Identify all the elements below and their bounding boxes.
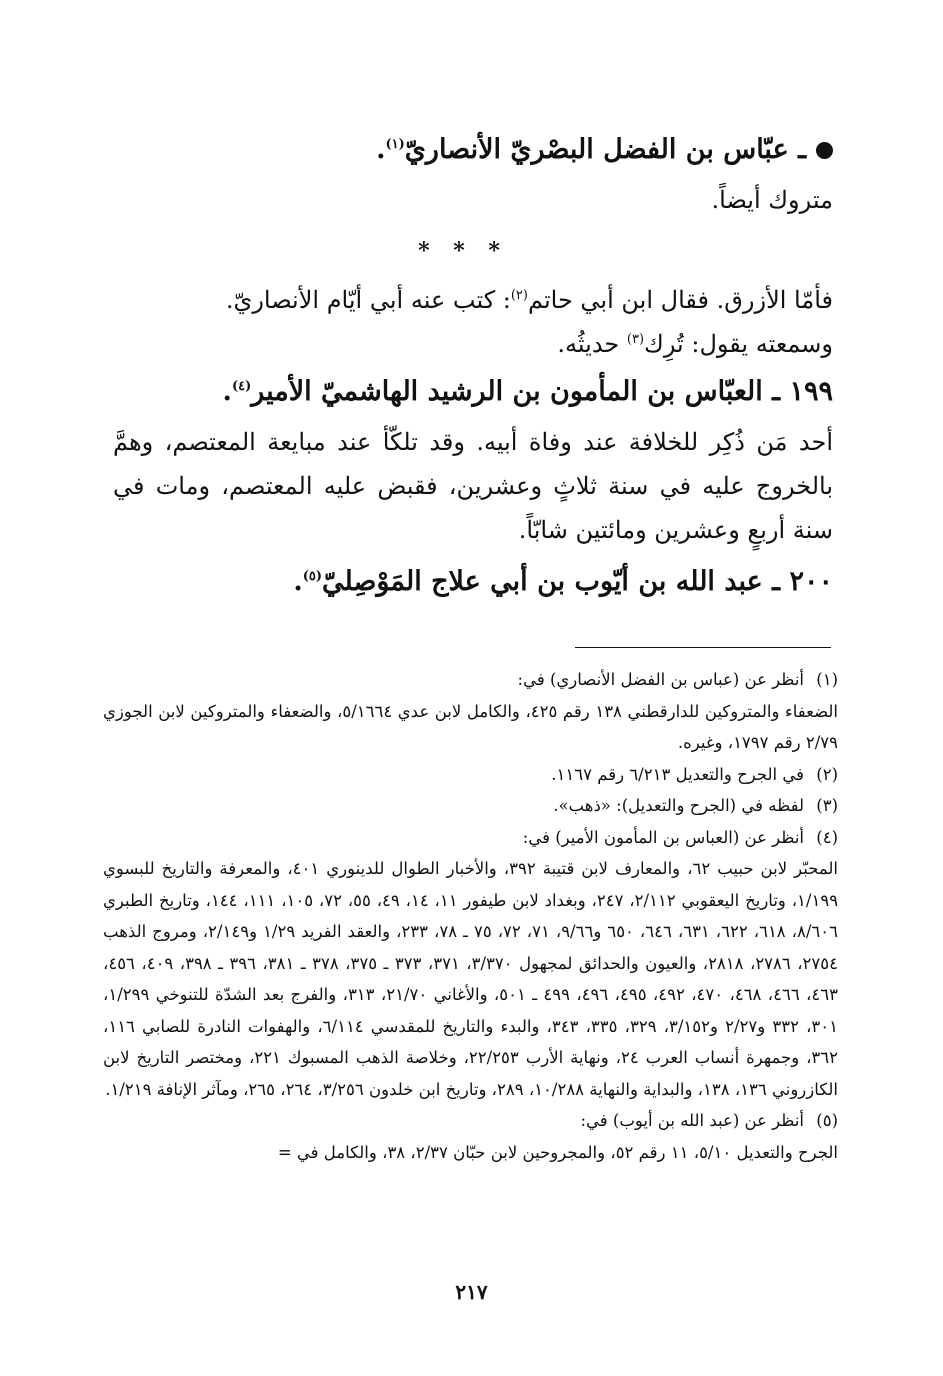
footnote-number: (٤) (816, 827, 838, 847)
footnote-divider (575, 647, 831, 648)
entry-199-text: أحد مَن ذُكِر للخلافة عند وفاة أبيه. وقد تلكّأ عند مبايعة المعتصم، وهمَّ بالخروج عليه في سنة ثلاثٍ وعشرين، فقبض عليه المعتصم، ومات في سنة أربعٍ وعشرين ومائتين شابّاً. (113, 428, 833, 544)
entry-200-title (113, 560, 833, 604)
main-text (113, 128, 833, 610)
footnote-marker[interactable]: (٣) (626, 332, 645, 347)
footnote-item (103, 664, 838, 696)
footnote-text (103, 664, 804, 696)
azraq-line2-b: حديثُه. (557, 330, 627, 358)
footnote-number: (٢) (816, 764, 838, 784)
entry-title-text: ـ عبّاس بن الفضل البصْريّ الأنصاريّ (404, 134, 806, 165)
title-end: . (222, 376, 232, 407)
footnote-head: في الجرح والتعديل ٦/٢١٣ رقم ١١٦٧. (551, 764, 804, 784)
footnote-text (103, 1105, 804, 1137)
entry-title-text: ٢٠٠ ـ عبد الله بن أيّوب بن أبي علاج المَوْصِليّ (322, 566, 833, 597)
title-end: . (293, 566, 303, 597)
entry-title-text: ١٩٩ ـ العبّاس بن المأمون بن الرشيد الهاشميّ الأمير (251, 376, 833, 407)
footnote-item (103, 1105, 838, 1137)
footnote-head: لفظه في (الجرح والتعديل): «ذهب». (553, 796, 804, 815)
footnote-text (103, 790, 804, 822)
page-number: ٢١٧ (455, 1280, 488, 1304)
entry-199-title (113, 370, 833, 414)
footnote-head: أنظر عن (عبد الله بن أيوب) في: (580, 1111, 804, 1130)
footnote-item (103, 822, 838, 854)
entry-abbas-fadl-title (113, 128, 833, 172)
footnote-text (103, 822, 804, 854)
footnote-text (103, 759, 804, 791)
section-separator: * * * (418, 238, 508, 264)
footnote-number: (٣) (816, 796, 838, 815)
footnote-item (103, 759, 838, 791)
azraq-line1-b: : كتب عنه أبي أيّام الأنصاريّ. (225, 286, 511, 314)
entry-abbas-fadl-text: متروك أيضاً. (711, 186, 833, 214)
footnote-head: أنظر عن (العباس بن المأمون الأمير) في: (522, 827, 804, 847)
footnote-marker[interactable]: (٥) (302, 569, 323, 584)
title-end: . (376, 134, 386, 165)
azraq-line2-a: وسمعته يقول: تُرِك (644, 330, 833, 358)
azraq-line1-a: فأمّا الأزرق. فقال ابن أبي حاتم (527, 286, 833, 314)
footnote-body: المحبّر لابن حبيب ٦٢، والمعارف لابن قتيبة ٣٩٢، والأخبار الطوال للدينوري ٤٠١، والمعرفة والتاريخ للبسوي ١/١٩٩، وتاريخ اليعقوبي ٢/١١٢، ٢٤٧، وبغداد لابن طيفور ١١، ١٤، ٤٩، ٥٥، ٧٢، ١٠٥، ١١١، ١٤٤، وتاريخ الطبري ٨/٦٠٦، ٦١٨، ٦٢٢، ٦٣١، ٦٤٦، ٦٥٠ و٩/٦٦، ٧١، ٧٢، ٧٥ ـ ٧٨، ٢٣٣، والعقد الفريد ١/٢٩ و٢/١٤٩، ومروج الذهب ٢٧٥٤، ٢٧٨٦، ٢٨١٨، والعيون والحدائق لمجهول ٣/٣٧٠، ٣٧١، ٣٧٣ ـ ٣٧٥، ٣٧٨ ـ ٣٨١، ٣٩٦ ـ ٣٩٨، ٤٠٩، ٤٥٦، ٤٦٣، ٤٦٦، ٤٦٨، ٤٧٠، ٤٩٢، ٤٩٥، ٤٩٦، ٤٩٩ ـ ٥٠١، والأغاني ٢١/٧٠، ٣١٣، والفرج بعد الشدّة للتنوخي ١/٢٩٩، ٣٠١، ٣٣٢ و٢/٢٧ و٣/١٥٢، ٣٢٩، ٣٣٥، ٣٤٣، والبدء والتاريخ للمقدسي ٦/١١٤، والهفوات النادرة للصابي ١١٦، ٣٦٢، وجمهرة أنساب العرب ٢٤، ونهاية الأرب ٢٢/٢٥٣، وخلاصة الذهب المسبوك ٢٢١، ومختصر التاريخ لابن الكازروني ١٣٦، ١٣٨، والبداية والنهاية ١٠/٢٨٨، ٢٨٩، وتاريخ ابن خلدون ٣/٢٥٦، ٢٦٤، ٢٦٥، ومآثر الإنافة ١/٢١٩. (103, 859, 839, 1099)
footnote-body: الجرح والتعديل ٥/١٠، ١١ رقم ٥٢، والمجروحين لابن حبّان ٢/٣٧، ٣٨، والكامل في = (277, 1142, 838, 1162)
footnote-marker[interactable]: (٤) (231, 379, 252, 394)
footnote-marker[interactable]: (١) (385, 137, 405, 152)
footnote-marker[interactable]: (٢) (510, 288, 528, 303)
footnote-number: (١) (816, 670, 838, 689)
footnote-body: الضعفاء والمتروكين للدارقطني ١٣٨ رقم ٤٢٥، والكامل لابن عدي ٥/١٦٦٤، والضعفاء والمتروكين لابن الجوزي ٢/٧٩ رقم ١٧٩٧، وغيره. (103, 701, 839, 752)
footnote-head: أنظر عن (عباس بن الفضل الأنصاري) في: (517, 670, 804, 689)
footnote-number: (٥) (816, 1111, 838, 1130)
bullet-icon (816, 142, 833, 159)
footnotes (103, 664, 838, 1168)
footnote-item (103, 790, 838, 822)
azraq-paragraph (113, 278, 833, 366)
